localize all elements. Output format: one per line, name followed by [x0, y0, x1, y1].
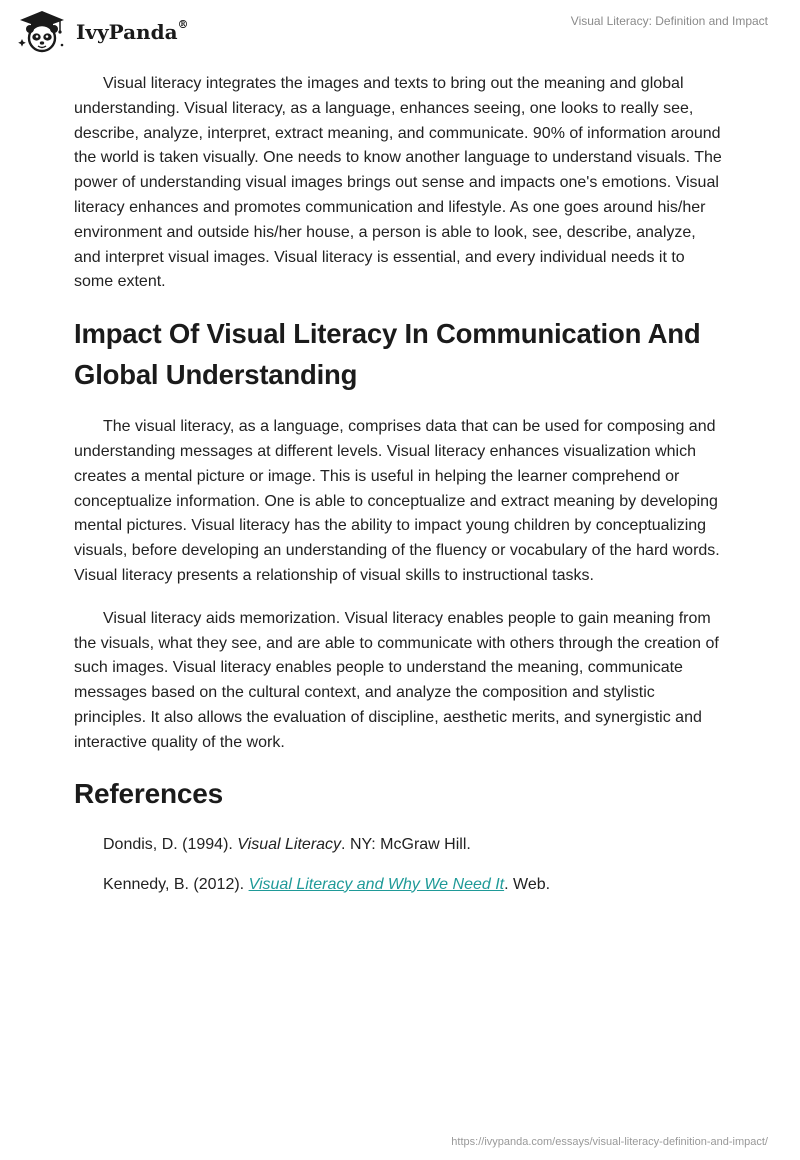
reference-author: Kennedy, B. (2012).	[103, 875, 249, 893]
brand-logo[interactable]	[16, 9, 189, 53]
reference-source: . Web.	[504, 875, 551, 893]
footer-url[interactable]: https://ivypanda.com/essays/visual-literacy-definition-and-impact/	[451, 1136, 768, 1148]
reference-author: Dondis, D. (1994).	[103, 835, 238, 853]
reference-item	[103, 874, 724, 896]
brand-name-text: IvyPanda	[76, 20, 178, 44]
impact-paragraph-2: Visual literacy aids memorization. Visual literacy enables people to gain meaning from the visuals, what they see, and are able to communicate with others through the creation of such images. Visual literacy enables people to understand the meaning, communicate messages based on the cultural context, and analyze the composition and stylistic principles. It also allows the evaluation of discipline, aesthetic merits, and synergistic and interactive quality of the work.	[74, 609, 719, 751]
impact-paragraph-1: The visual literacy, as a language, comprises data that can be used for composing and understanding messages at different levels. Visual literacy enhances visualization which creates a mental picture or image. This is useful in helping the learner comprehend or conceptualize information. One is able to conceptualize and extract meaning by developing mental pictures. Visual literacy has the ability to impact young children by conceptualizing visuals, before developing an understanding of the fluency or vocabulary of the hard words. Visual literacy presents a relationship of visual skills to instructional tasks.	[74, 418, 720, 584]
intro-paragraph: Visual literacy integrates the images and texts to bring out the meaning and global understanding. Visual literacy, as a language, enhances seeing, one looks to really see, describe, analyze, interpret, extract meaning, and communicate. 90% of information around the world is taken visually. One needs to know another language to understand visuals. The power of understanding visual images brings out sense and impacts one's emotions. Visual literacy enhances and promotes communication and lifestyle. As one goes around his/her environment and outside his/her house, a person is able to look, see, describe, analyze, and interpret visual images. Visual literacy is essential, and every individual needs it to some extent.	[74, 75, 722, 291]
reference-title: Visual Literacy	[237, 835, 342, 853]
registered-mark: ®	[177, 18, 189, 32]
reference-item	[103, 834, 724, 856]
impact-heading: Impact Of Visual Literacy In Communication And Global Understanding	[74, 318, 701, 391]
panda-logo-icon	[16, 9, 68, 53]
document-title: Visual Literacy: Definition and Impact	[570, 14, 768, 28]
page-header	[0, 0, 800, 60]
references-heading: References	[74, 777, 223, 809]
reference-source: . NY: McGraw Hill.	[341, 835, 471, 853]
brand-name	[76, 20, 189, 44]
essay-content	[74, 72, 724, 914]
reference-link[interactable]: Visual Literacy and Why We Need It	[248, 875, 505, 893]
